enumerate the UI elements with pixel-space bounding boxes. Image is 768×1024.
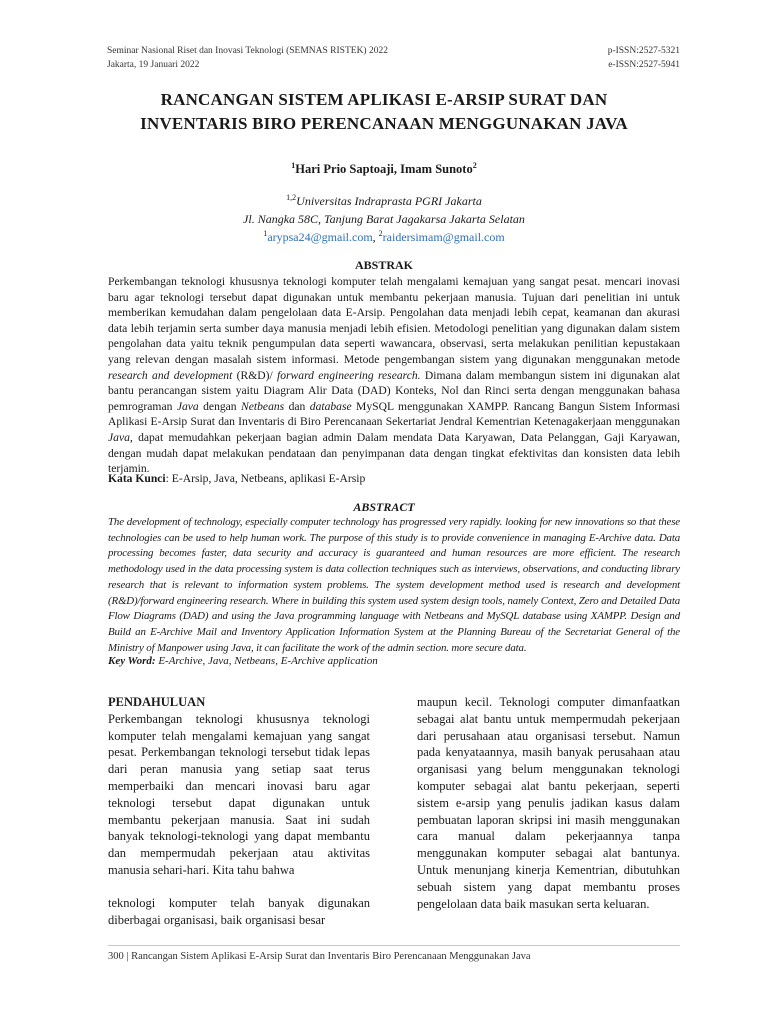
kata-kunci — [108, 472, 680, 485]
abstrak-text-7: dapat memudahkan pekerjaan bagian admin Dalam mendata Data Karyawan, Data Pelanggan, Gaji Karyawan, dengan mudah dapat melakukan pendataan dan penyimpanan data dengan tingkat efektivitas dan konsisten data lebih terjamin. — [108, 430, 680, 476]
abstrak-text-6: MySQL menggunakan XAMPP. Rancang Bangun Sistem Informasi Aplikasi E-Arsip Surat dan Inventaris di Biro Perencanaan Sekertariat Jendral Kementrian Ketenagakerjaan menggunakan — [108, 399, 681, 429]
abstrak-italic-6: Java, — [108, 430, 133, 444]
title-line-2: INVENTARIS BIRO PERENCANAAN MENGGUNAKAN JAVA — [140, 114, 628, 133]
abstract-heading: ABSTRACT — [353, 500, 415, 514]
university-address: Jl. Nangka 58C, Tanjung Barat Jagakarsa Jakarta Selatan — [243, 212, 525, 226]
header-left — [107, 44, 388, 72]
authors — [80, 162, 688, 177]
author-sup-2: 2 — [472, 160, 477, 170]
affiliation-sup: 1,2 — [286, 193, 297, 202]
abstrak-italic-5: database — [309, 399, 352, 413]
title-line-1: RANCANGAN SISTEM APLIKASI E-ARSIP SURAT DAN — [160, 90, 608, 109]
conference-date: Jakarta, 19 Januari 2022 — [107, 60, 200, 70]
key-word — [108, 655, 680, 667]
page-number: 300 — [108, 951, 124, 962]
email-link-2[interactable]: raidersimam@gmail.com — [382, 230, 505, 244]
email-separator: , — [372, 230, 379, 244]
left-paragraph-1: Perkembangan teknologi khususnya teknologi komputer telah mengalami kemajuan yang sangat pesat. Perkembangan teknologi tersebut tidak lepas dari peran manusia yang setiap saat terus memperbaiki dan mencari inovasi baru agar teknologi tersebut dapat digunakan untuk membantu pekerjaan manusia. Saat ini sudah banyak teknologi-teknologi yang dapat membantu dan mempermudah pekerjaan atau aktivitas manusia sehari-hari. Kita tahu bahwa — [108, 711, 370, 877]
footer-divider — [108, 945, 680, 946]
key-word-label: Key Word: — [108, 655, 156, 667]
page-footer — [108, 951, 680, 962]
abstrak-text-5: dan — [284, 399, 310, 413]
left-paragraph-2: teknologi komputer telah banyak digunakan diberbagai organisasi, baik organisasi besar — [108, 895, 370, 927]
abstrak-text-1: Perkembangan teknologi khususnya teknologi komputer telah mengalami kemajuan yang sangat pesat. mencari inovasi baru agar teknologi tersebut dapat digunakan untuk membantu pekerjaan manusia. Tujuan dari penelitian ini untuk memberikan kemudahan dalam pengelolaan data E-Arsip. Pengolahan data menjadi lebih cepat, keamanan dan akurasi data lebih terjamin serta sumber daya manusia menjadi lebih efisien. Metodologi penelitian yang digunakan dalam sistem pengolahan data yaitu teknik pengumpulan data seperti wawancara, observasi, serta melakukan penilitian kepustakaan yang relevan dengan masalah sistem informasi. Metode pengembangan sistem yang digunakan menggunakan metode — [108, 275, 680, 366]
university-name: Universitas Indraprasta PGRI Jakarta — [296, 194, 482, 208]
header-right — [608, 44, 680, 72]
key-word-text: E-Archive, Java, Netbeans, E-Archive application — [155, 655, 378, 667]
right-paragraph-1: maupun kecil. Teknologi computer dimanfaatkan sebagai alat bantu untuk mempermudah pekerjaan dari perusahaan atau organisasi tersebut. Namun pada kenyataannya, masih banyak perusahaan atau organisasi yang belum menggunakan teknologi komputer sebagai alat bantu pekerjaan, seperti sistem e-arsip yang penulis jadikan kasus dalam pembuatan laporan skripsi ini masih menggunakan cara manual dalam pekerjaannya tanpa menggunakan komputer sebagai alat bantunya. Untuk menunjang kinerja Kementrian, dibutuhkan sebuah sistem yang dapat membantu proses pengelolaan data baik masukan serta keluaran. — [417, 695, 680, 911]
email-link-1[interactable]: arypsa24@gmail.com — [267, 230, 373, 244]
abstrak-text-4: dengan — [198, 399, 242, 413]
abstrak-body — [108, 274, 680, 477]
kata-kunci-label: Kata Kunci — [108, 472, 166, 485]
e-issn: e-ISSN:2527-5941 — [608, 60, 680, 70]
abstrak-italic-4: Netbeans — [241, 399, 285, 413]
footer-separator: | — [123, 951, 132, 962]
conference-name: Seminar Nasional Riset dan Inovasi Teknologi (SEMNAS RISTEK) 2022 — [107, 46, 388, 56]
abstrak-italic-1: research and development — [108, 368, 233, 382]
abstract-body: The development of technology, especially computer technology has progressed very rapidly. looking for new innovations so that these technologies can be used to help human work. The purpose of this study is to provide convenience in managing E-Archive data. Data processing becomes faster, data security and accuracy is guaranteed and human resources are more efficient. The research methodology used in the data processing system is data collection techniques such as interviews, observations, and conducting library research that is relevant to information system problems. The system development method used is research and development (R&D)/forward engineering research. Where in building this system used system design tools, namely Context, Zero and Detailed Data Flow Diagrams (DAD) and using the Java programming language with Netbeans and MySQL database using XAMPP. Design and Build an E-Archive Mail and Inventory Application Information System at the Planning Bureau of the Secretariat General of the Ministry of Manpower using Java, it can facilitate the work of the admin section. more secure data. — [108, 516, 680, 654]
p-issn: p-ISSN:2527-5321 — [607, 46, 680, 56]
paper-title — [80, 88, 688, 136]
abstrak-heading: ABSTRAK — [354, 258, 413, 272]
author-sup-1: 1 — [291, 160, 296, 170]
body-column-right — [417, 694, 680, 912]
author-names: Hari Prio Saptoaji, Imam Sunoto — [295, 162, 473, 176]
running-title: Rancangan Sistem Aplikasi E-Arsip Surat dan Inventaris Biro Perencanaan Menggunakan Java — [131, 951, 531, 962]
email-1-sup: 1 — [263, 229, 268, 238]
body-column-left — [108, 694, 370, 928]
affiliation — [80, 192, 688, 246]
kata-kunci-text: : E-Arsip, Java, Netbeans, aplikasi E-Arsip — [165, 472, 366, 485]
abstrak-text-3: Dimana dalam membangun sistem ini digunakan alat bantu perancangan sistem yaitu Diagram Alir Data (DAD) Konteks, Nol dan Rinci serta dengan menggunakan bahasa pemrograman — [108, 368, 680, 413]
abstrak-italic-2: forward engineering research. — [277, 368, 421, 382]
abstrak-text-2: (R&D)/ — [232, 368, 278, 382]
abstrak-italic-3: Java — [176, 399, 199, 413]
section-heading: PENDAHULUAN — [108, 695, 206, 709]
email-2-sup: 2 — [378, 229, 383, 238]
